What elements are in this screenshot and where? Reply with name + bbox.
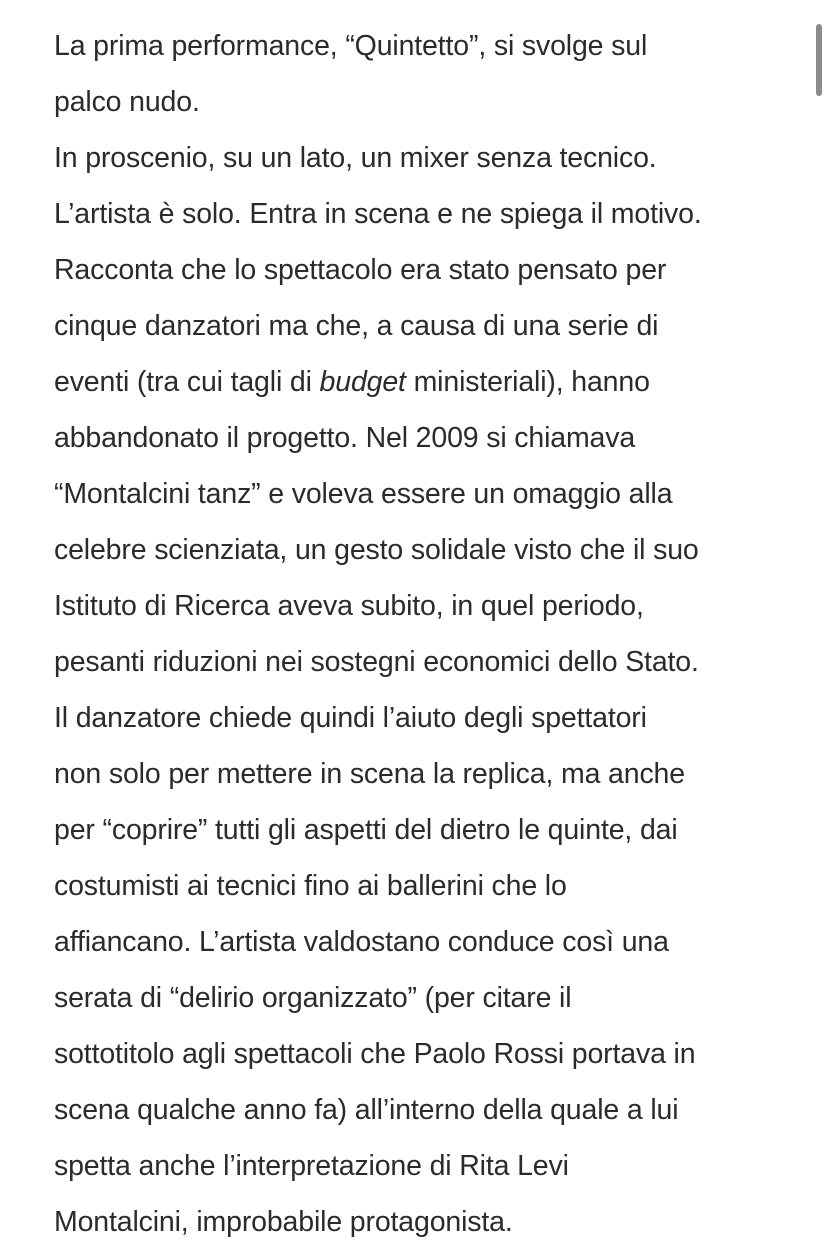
text-segment: eventi (tra cui tagli di (54, 366, 320, 398)
text-line: spetta anche l’interpretazione di Rita Levi (54, 1150, 569, 1182)
text-line: affiancano. L’artista valdostano conduce così una (54, 926, 669, 958)
text-line: Montalcini, improbabile protagonista. (54, 1206, 513, 1238)
text-line: serata di “delirio organizzato” (per citare il (54, 982, 572, 1014)
text-line: Racconta che lo spettacolo era stato pensato per (54, 254, 667, 286)
text-line: Il danzatore chiede quindi l’aiuto degli spettatori (54, 702, 647, 734)
text-segment: ministeriali), hanno (405, 366, 650, 398)
text-line: In proscenio, su un lato, un mixer senza tecnico. (54, 142, 657, 174)
text-line: L’artista è solo. Entra in scena e ne spiega il motivo. (54, 198, 702, 230)
text-line: celebre scienziata, un gesto solidale visto che il suo (54, 534, 699, 566)
text-line: cinque danzatori ma che, a causa di una serie di (54, 310, 659, 342)
text-line: palco nudo. (54, 86, 200, 118)
text-line: costumisti ai tecnici fino ai ballerini che lo (54, 870, 567, 902)
text-line (54, 354, 814, 410)
text-line: pesanti riduzioni nei sostegni economici dello Stato. (54, 646, 699, 678)
text-line: per “coprire” tutti gli aspetti del dietro le quinte, dai (54, 814, 678, 846)
text-line: Istituto di Ricerca aveva subito, in quel periodo, (54, 590, 644, 622)
text-line: La prima performance, “Quintetto”, si svolge sul (54, 30, 648, 62)
article-body (54, 18, 814, 1250)
italic-term: budget (319, 366, 406, 398)
text-line: scena qualche anno fa) all’interno della quale a lui (54, 1094, 679, 1126)
text-line: “Montalcini tanz” e voleva essere un omaggio alla (54, 478, 673, 510)
text-line: non solo per mettere in scena la replica, ma anche (54, 758, 685, 790)
scrollbar-thumb[interactable] (816, 24, 822, 96)
text-line: sottotitolo agli spettacoli che Paolo Rossi portava in (54, 1038, 696, 1070)
text-line: abbandonato il progetto. Nel 2009 si chiamava (54, 422, 636, 454)
